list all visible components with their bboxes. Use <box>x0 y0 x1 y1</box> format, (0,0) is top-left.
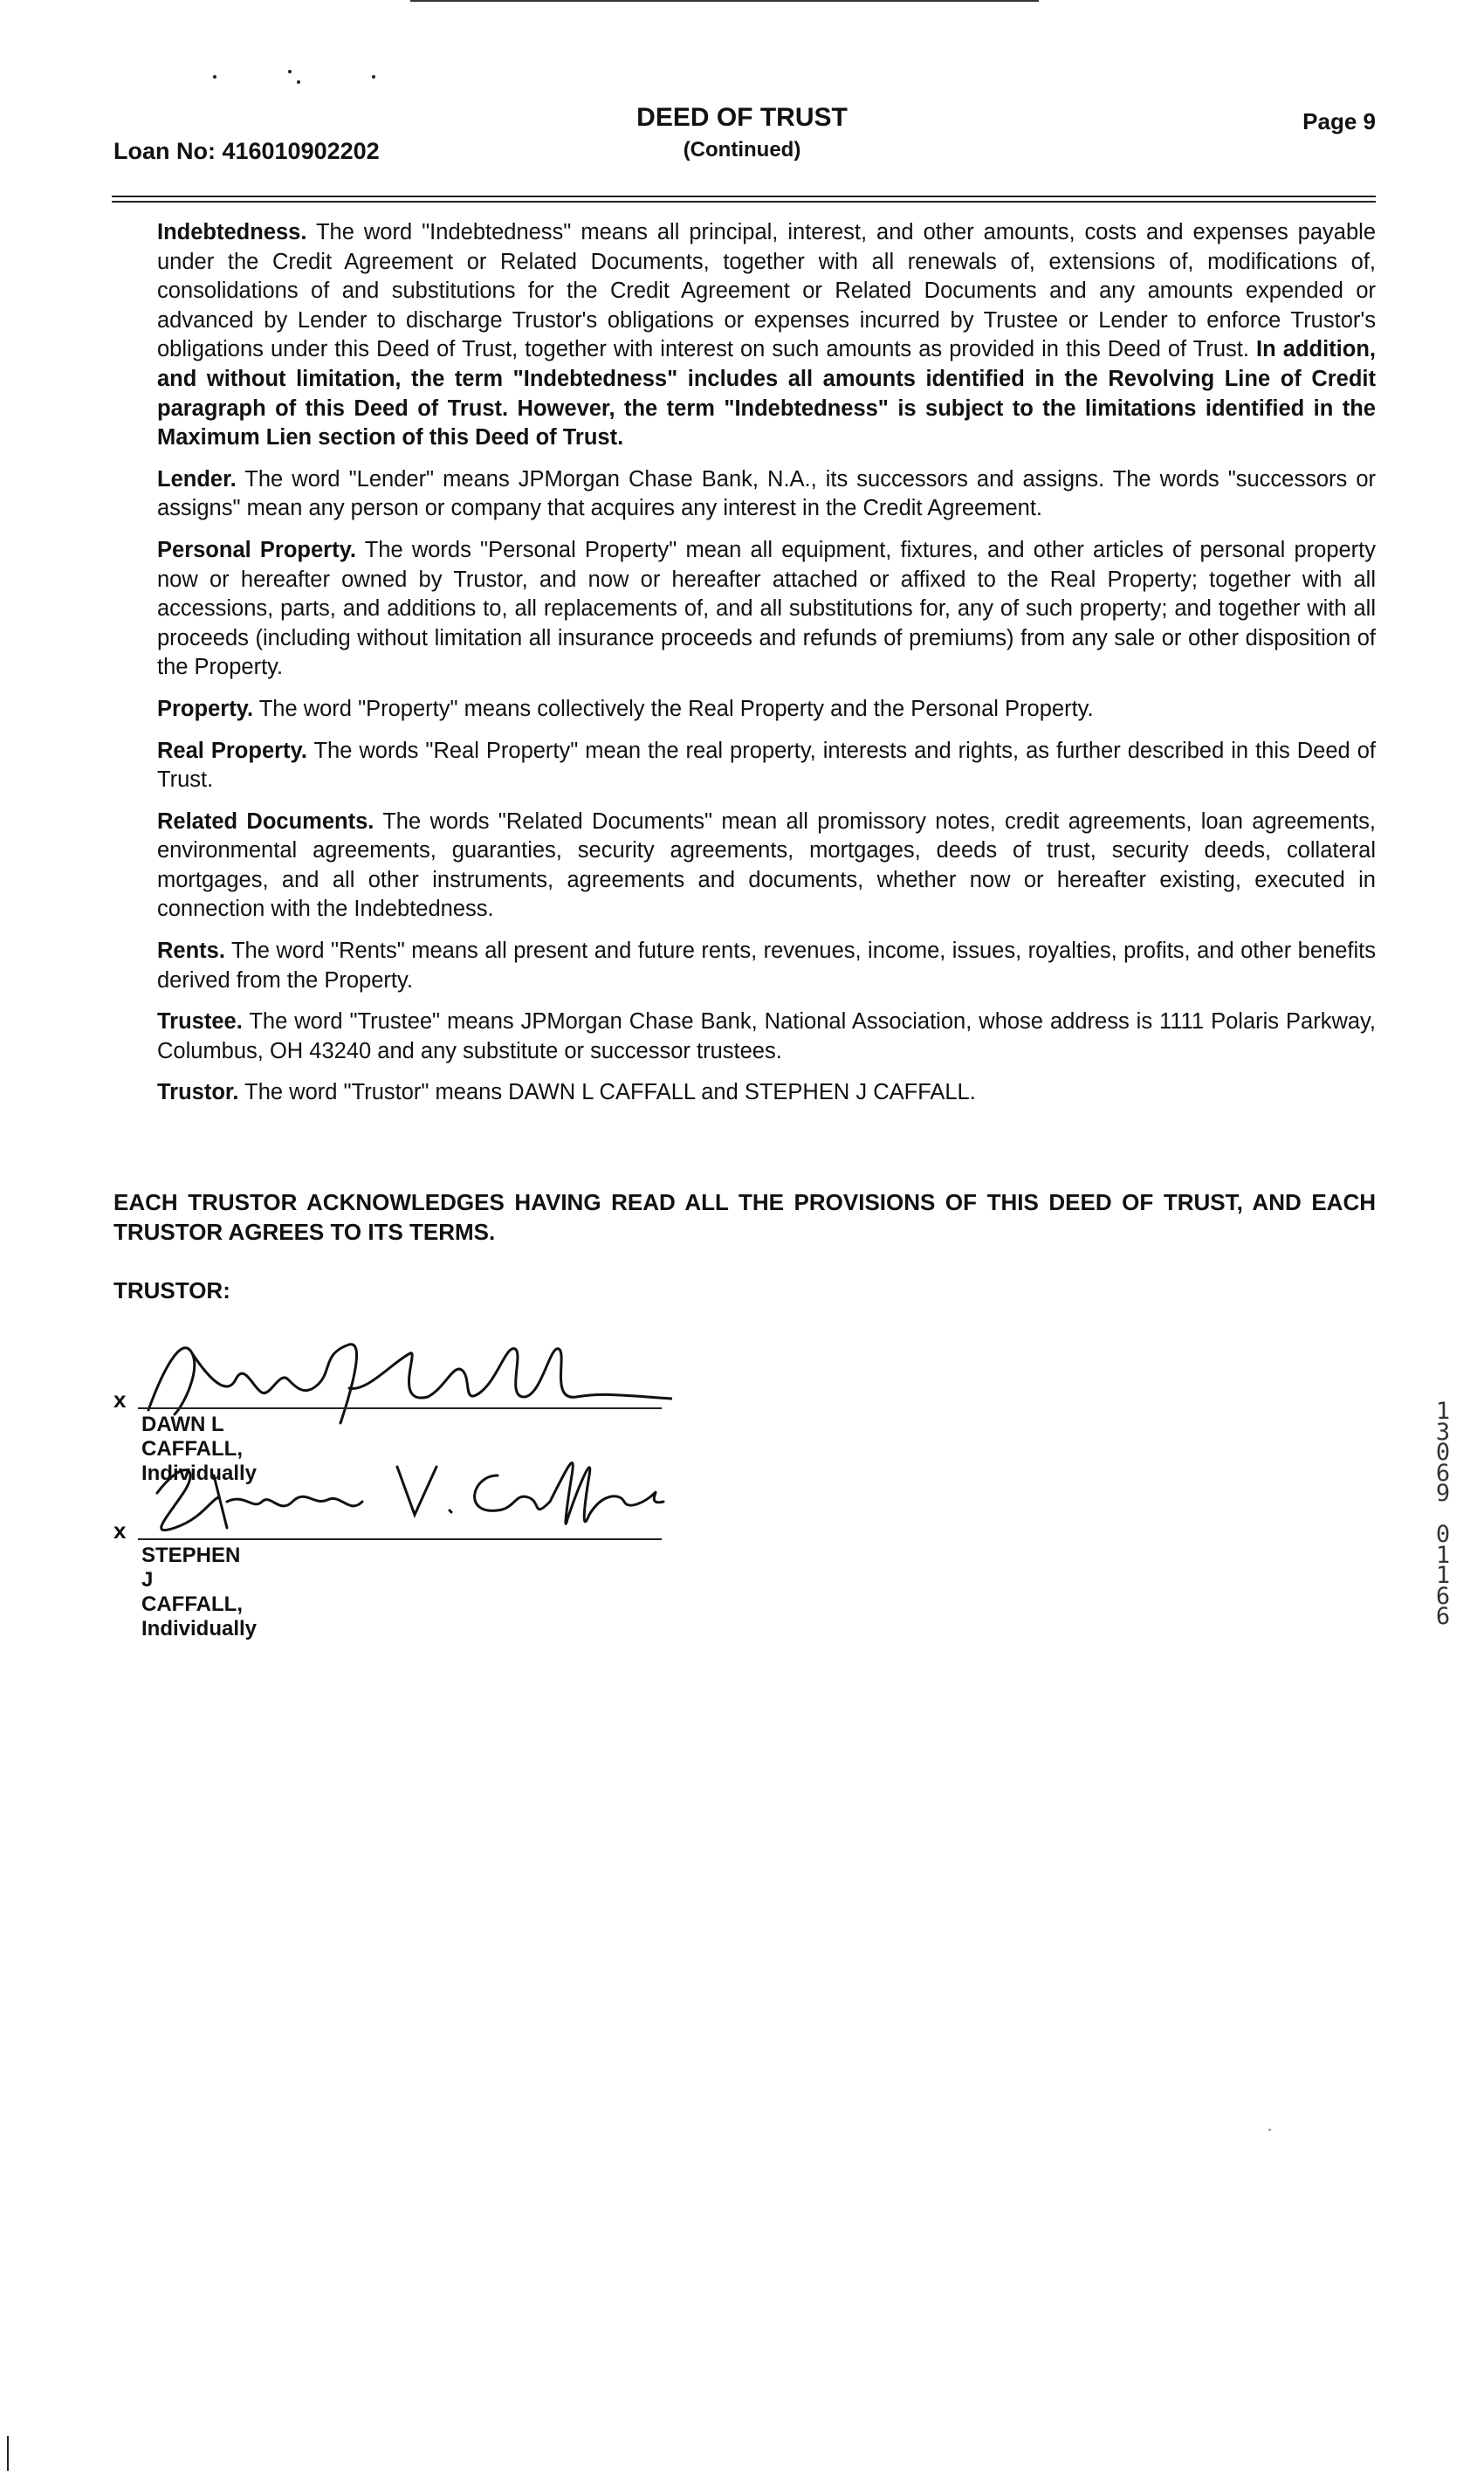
definition-text: The word "Property" means collectively the Real Property and the Personal Property. <box>258 696 1094 721</box>
stamp-digit: 1 <box>1435 1562 1451 1589</box>
definition-text: The words "Personal Property" mean all equipment, fixtures, and other articles of personal property now or hereafter owned by Trustor, and now or hereafter attached or affixed to the Real Property; together with all accessions, parts, and additions to, all replacements of, and all substitutions for, any of such property; and together with all proceeds (including without limitation all insurance proceeds and refunds of premiums) from any sale or other disposition of the Property. <box>157 537 1377 680</box>
page-number: Page 9 <box>1302 108 1376 134</box>
definition-paragraph <box>157 218 1376 453</box>
definition-paragraph <box>157 695 1376 725</box>
header-divider <box>112 196 1376 203</box>
definition-term: Property. <box>157 696 254 721</box>
scan-edge-mark <box>7 2436 9 2471</box>
stamp-digit: 0 <box>1435 1521 1451 1548</box>
definition-paragraph <box>157 1008 1376 1066</box>
definition-term: Indebtedness. <box>157 220 307 244</box>
trustor-heading: TRUSTOR: <box>113 1277 230 1303</box>
stamp-digit: 6 <box>1435 1582 1451 1610</box>
definition-term: Real Property. <box>157 738 307 763</box>
handwritten-signature <box>131 1441 672 1554</box>
signer-name: DAWN L CAFFALL, Individually <box>141 1413 258 1485</box>
definition-term: Lender. <box>157 466 237 492</box>
signature-line <box>138 1538 662 1540</box>
definition-emphasis: In addition, and without limitation, the term "Indebtedness" includes all amounts identified in the Revolving Line of Credit paragraph of this Deed of Trust. However, the term "Indebtedness" is subject to the limitations identified in the Maximum Lien section of this Deed of Trust. <box>157 337 1376 451</box>
definition-paragraph <box>157 536 1376 683</box>
definition-term: Rents. <box>157 939 225 964</box>
definition-term: Trustor. <box>157 1080 239 1105</box>
definition-text: The word "Indebtedness" means all principal, interest, and other amounts, costs and expenses payable under the Credit Agreement or Related Documents, together with all renewals of, extensions of, modifications of, consolidations of and substitutions for the Credit Agreement or Related Documents and any amounts expended or advanced by Lender to discharge Trustor's obligations or expenses incurred by Trustee or Lender to enforce Trustor's obligations under this Deed of Trust, together with interest on such amounts as provided in this Deed of Trust. <box>157 220 1376 362</box>
acknowledgment-statement: EACH TRUSTOR ACKNOWLEDGES HAVING READ ALL THE PROVISIONS OF THIS DEED OF TRUST, AND EACH TRUSTOR AGREES TO ITS TERMS. <box>113 1189 1376 1245</box>
document-subtitle: (Continued) <box>683 138 801 162</box>
definition-paragraph <box>157 737 1376 795</box>
scan-specks <box>210 70 384 105</box>
document-title: DEED OF TRUST <box>636 103 848 132</box>
definition-text: The word "Lender" means JPMorgan Chase Bank, N.A., its successors and assigns. The words "successors or assigns" mean any person or company that acquires any interest in the Credit Agreement. <box>157 466 1377 521</box>
definition-paragraph <box>157 937 1376 995</box>
signature-line <box>138 1407 662 1409</box>
document-title-block <box>567 103 917 162</box>
stamp-digit: 6 <box>1435 1603 1451 1630</box>
definition-paragraph <box>157 1078 1376 1108</box>
signer-name: STEPHEN J CAFFALL, Individually <box>141 1544 258 1640</box>
definition-text: The word "Trustor" means DAWN L CAFFALL and STEPHEN J CAFFALL. <box>244 1080 976 1105</box>
stamp-digit: 6 <box>1435 1459 1451 1487</box>
stamp-digit: 1 <box>1435 1541 1451 1569</box>
definition-text: The word "Rents" means all present and future rents, revenues, income, issues, royalties, profits, and other benefits derived from the Property. <box>157 939 1376 993</box>
definition-term: Trustee. <box>157 1009 243 1035</box>
definition-text: The word "Trustee" means JPMorgan Chase Bank, National Association, whose address is 1111 Polaris Parkway, Columbus, OH 43240 and any substitute or successor trustees. <box>157 1009 1376 1063</box>
definitions-section <box>157 218 1376 1120</box>
definition-term: Related Documents. <box>157 808 374 834</box>
scan-speck <box>1268 2129 1271 2131</box>
definition-term: Personal Property. <box>157 537 356 562</box>
definition-text: The words "Real Property" mean the real property, interests and rights, as further described in this Deed of Trust. <box>157 738 1376 793</box>
signature-x-mark: x <box>113 1517 127 1544</box>
definition-paragraph <box>157 465 1376 524</box>
definition-text: The words "Related Documents" mean all promissory notes, credit agreements, loan agreements, environmental agreements, guaranties, security agreements, mortgages, deeds of trust, security deeds, collateral mortgages, and all other instruments, agreements and documents, whether now or hereafter existing, executed in connection with the Indebtedness. <box>157 808 1377 922</box>
stamp-digit: 9 <box>1435 1480 1451 1507</box>
top-edge-rule <box>410 0 1039 2</box>
loan-number: Loan No: 416010902202 <box>113 138 380 164</box>
stamp-digit: 1 <box>1435 1398 1451 1425</box>
recording-margin-stamp <box>1430 1398 1456 1630</box>
definition-paragraph <box>157 808 1376 925</box>
stamp-digit: 0 <box>1435 1439 1451 1466</box>
signature-x-mark: x <box>113 1386 127 1413</box>
stamp-digit: 3 <box>1435 1418 1451 1446</box>
